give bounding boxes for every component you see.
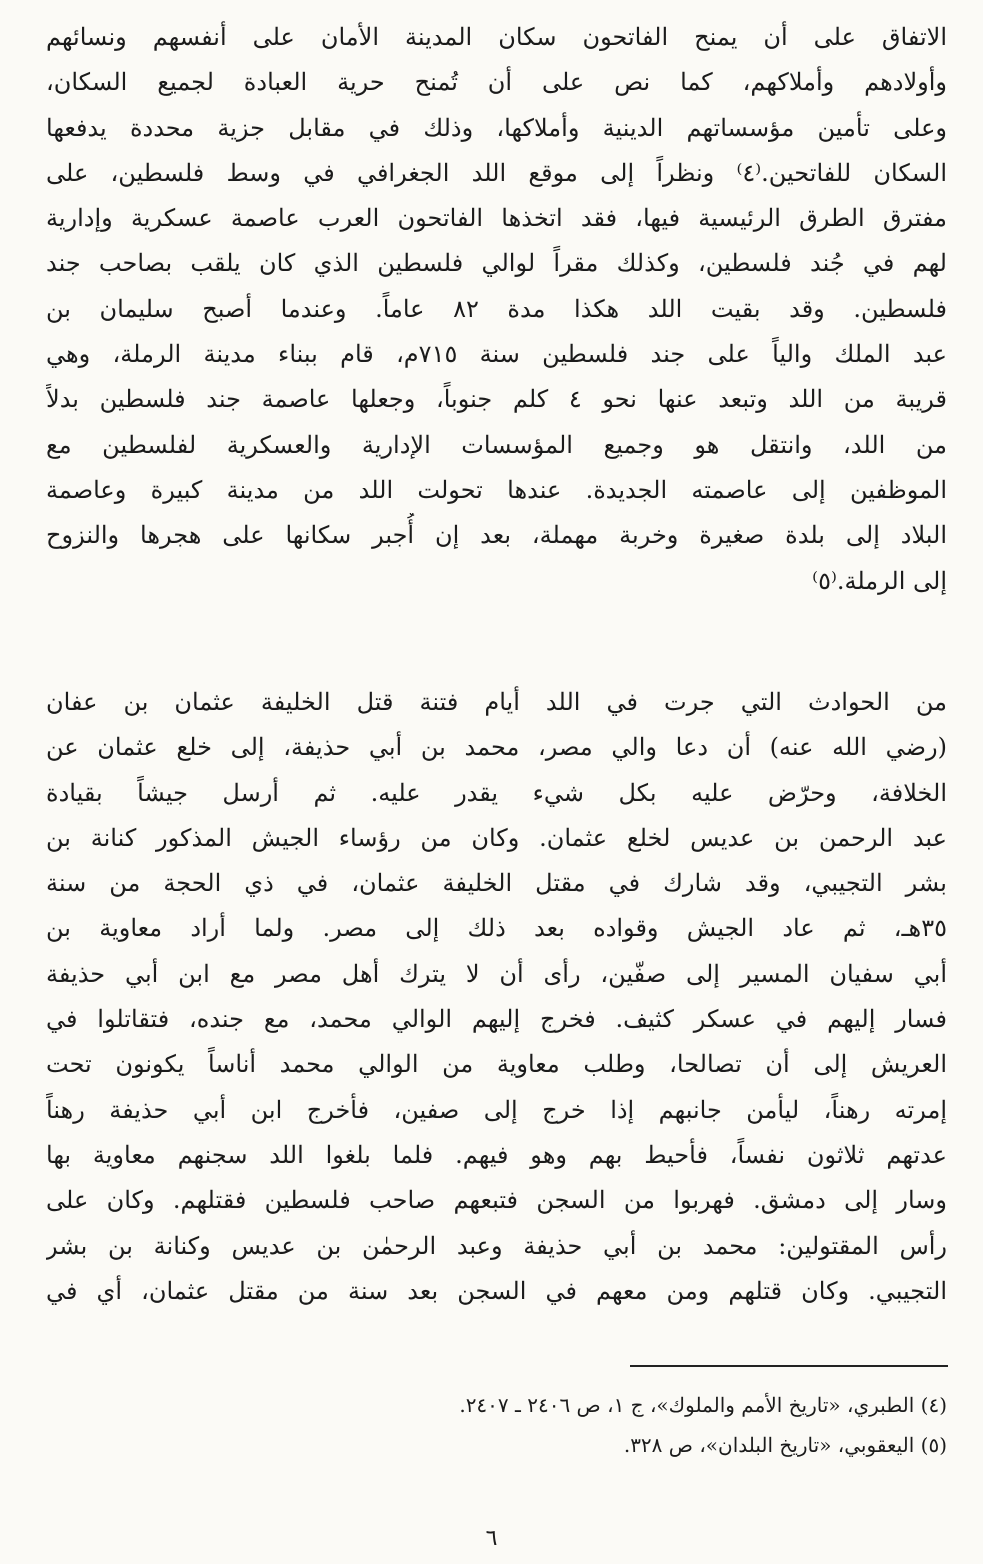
text-line: عدتهم ثلاثون نفساً، فأحيط بهم وهو فيهم. فلما بلغوا اللد سجنهم معاوية بها (46, 1140, 947, 1169)
text-line: التجيبي. وكان قتلهم ومن معهم في السجن بعد سنة من مقتل عثمان، أي في (46, 1276, 947, 1305)
text-line: من اللد، وانتقل هو وجميع المؤسسات الإدارية والعسكرية لفلسطين مع (46, 430, 947, 459)
footnote-4: (٤) الطبري، «تاريخ الأمم والملوك»، ج ١، ص ٢٤٠٦ ـ ٢٤٠٧. (459, 1393, 947, 1417)
text-line: أبي سفيان المسير إلى صفّين، رأى أن لا يترك أهل مصر مع ابن أبي حذيفة (46, 959, 947, 988)
text-line: السكان للفاتحين.⁽٤⁾ ونظراً إلى موقع اللد الجغرافي في وسط فلسطين، على (46, 158, 947, 187)
text-line: فسار إليهم في عسكر كثيف. فخرج إليهم الوالي محمد، مع جنده، فتقاتلوا في (46, 1005, 947, 1034)
footnote-5: (٥) اليعقوبي، «تاريخ البلدان»، ص ٣٢٨. (623, 1433, 947, 1457)
text-line: لهم في جُند فلسطين، وكذلك مقراً لوالي فلسطين الذي كان يلقب بصاحب جند (46, 249, 947, 278)
text-line: (رضي الله عنه) أن دعا والي مصر، محمد بن أبي حذيفة، إلى خلع عثمان عن (46, 733, 947, 762)
footnote-divider (630, 1365, 948, 1367)
text-line: مفترق الطرق الرئيسية فيها، فقد اتخذها الفاتحون العرب عاصمة عسكرية وإدارية (46, 204, 947, 233)
text-line: وأولادهم وأملاكهم، كما نص على أن تُمنح حرية العبادة لجميع السكان، (46, 68, 947, 97)
text-line: وعلى تأمين مؤسساتهم الدينية وأملاكها، وذلك في مقابل جزية محددة يدفعها (46, 113, 947, 142)
page-number: ٦ (485, 1526, 498, 1551)
text-line: رأس المقتولين: محمد بن أبي حذيفة وعبد الرحمٰن بن عديس وكنانة بن بشر (46, 1231, 947, 1260)
text-line: عبد الرحمن بن عديس لخلع عثمان. وكان من رؤساء الجيش المذكور كنانة بن (46, 823, 947, 852)
paragraph-1 (46, 15, 947, 604)
text-line: وسار إلى دمشق. فهربوا من السجن فتبعهم صاحب فلسطين فقتلهم. وكان على (46, 1186, 947, 1215)
text-line: الاتفاق على أن يمنح الفاتحون سكان المدينة الأمان على أنفسهم ونسائهم (46, 23, 947, 51)
text-line: العريش إلى أن تصالحا، وطلب معاوية من الوالي محمد أناساً يكونون تحت (46, 1050, 947, 1079)
text-line: قريبة من اللد وتبعد عنها نحو ٤ كلم جنوباً، وجعلها عاصمة جند فلسطين بدلاً (46, 385, 947, 414)
text-line: من الحوادث التي جرت في اللد أيام فتنة قتل الخليفة عثمان بن عفان (46, 688, 947, 716)
footnotes (46, 1385, 947, 1465)
text-line: إلى الرملة.⁽٥⁾ (812, 566, 947, 595)
paragraph-2 (46, 680, 947, 1314)
text-line: فلسطين. وقد بقيت اللد هكذا مدة ٨٢ عاماً. وعندما أصبح سليمان بن (46, 294, 947, 323)
text-line: ٣٥هـ، ثم عاد الجيش وقواده بعد ذلك إلى مصر. ولما أراد معاوية بن (46, 914, 947, 943)
text-line: إمرته رهناً، ليأمن جانبهم إذا خرج إلى صفين، فأخرج ابن أبي حذيفة رهناً (46, 1095, 947, 1124)
text-line: الموظفين إلى عاصمته الجديدة. عندها تحولت اللد من مدينة كبيرة وعاصمة (46, 475, 947, 504)
text-line: البلاد إلى بلدة صغيرة وخربة مهملة، بعد إن أُجبر سكانها على هجرها والنزوح (46, 521, 947, 550)
text-line: بشر التجيبي، وقد شارك في مقتل الخليفة عثمان، في ذي الحجة من سنة (46, 869, 947, 898)
text-line: الخلافة، وحرّض عليه بكل شيء يقدر عليه. ثم أرسل جيشاً بقيادة (46, 778, 947, 807)
text-line: عبد الملك والياً على جند فلسطين سنة ٧١٥م، قام ببناء مدينة الرملة، وهي (46, 340, 947, 369)
